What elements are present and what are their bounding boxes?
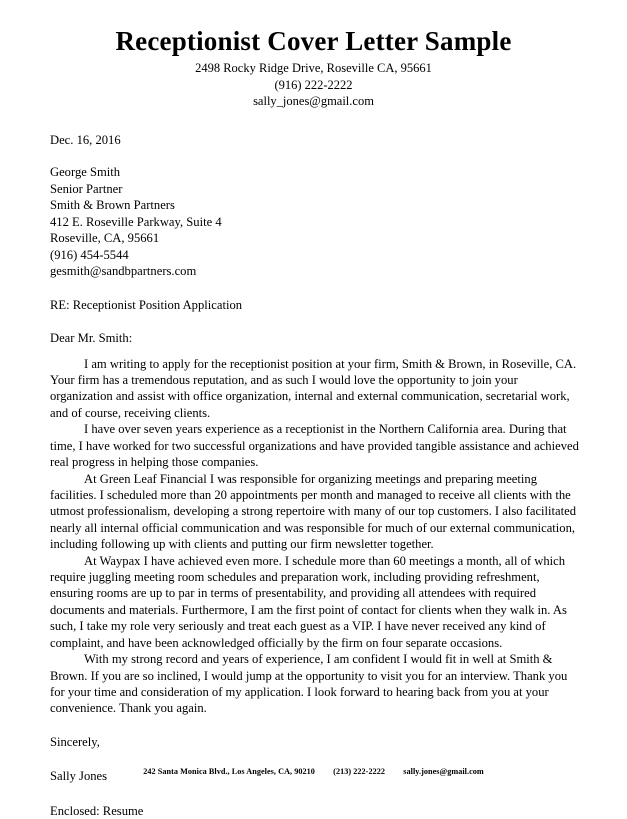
footer-address: 242 Santa Monica Blvd., Los Angeles, CA, 90210 — [143, 767, 315, 776]
recipient-job-title: Senior Partner — [50, 181, 123, 196]
body-paragraph: At Waypax I have achieved even more. I schedule more than 60 meetings a month, all of which require juggling meeting room schedules and preparation work, including providing refreshment, ensuring rooms are up to par in terms of presentability, and providing all attendees with required documents and materials. Furthermore, I am the first point of contact for clients when they walk in. As such, I take my role very seriously and treat each guest as a VIP. I have never received any kind of complaint, and have been acknowledged officially by the firm on four separate occasions. — [50, 553, 567, 650]
body-paragraphs — [50, 356, 581, 717]
letter-date: Dec. 16, 2016 — [50, 133, 121, 148]
recipient-company: Smith & Brown Partners — [50, 198, 175, 213]
page-title: Receptionist Cover Letter Sample — [115, 26, 512, 56]
salutation: Dear Mr. Smith: — [50, 331, 133, 346]
body-paragraph: With my strong record and years of experience, I am confident I would fit in well at Smith & Brown. If you are so inclined, I would jump at the opportunity to visit you for an interview. Thank you for your time and consideration of my application. I look forward to hearing back from you at your convenience. Thank you again. — [50, 652, 568, 716]
body-paragraph: I am writing to apply for the receptionist position at your firm, Smith & Brown, in Roseville, CA. Your firm has a tremendous reputation, and as such I would love the opportunity to join your organization and assist with office organization, internal and external communication, secretarial work, and of course, receiving clients. — [50, 356, 577, 420]
body-paragraph: At Green Leaf Financial I was responsible for organizing meetings and preparing meeting facilities. I scheduled more than 20 appointments per month and managed to receive all clients with the utmost professionalism, developing a strong repertoire with many of our top customers. I also facilitated nearly all internal official communication and was responsible for much of our external communication, including following up with clients and putting our firm newsletter together. — [50, 471, 577, 552]
letterhead-address: 2498 Rocky Ridge Drive, Roseville CA, 95661 — [195, 61, 432, 76]
recipient-city-state: Roseville, CA, 95661 — [50, 231, 160, 246]
enclosure-note: Enclosed: Resume — [50, 803, 144, 818]
letterhead — [0, 0, 627, 110]
letterhead-email: sally_jones@gmail.com — [253, 94, 374, 109]
page-footer — [0, 761, 627, 779]
sign-off: Sincerely, — [50, 734, 100, 749]
recipient-address-block — [50, 164, 581, 279]
recipient-phone: (916) 454-5544 — [50, 247, 129, 262]
footer-email: sally.jones@gmail.com — [403, 767, 484, 776]
letter-body — [50, 132, 581, 819]
recipient-street: 412 E. Roseville Parkway, Suite 4 — [50, 214, 222, 229]
recipient-email: gesmith@sandbpartners.com — [50, 264, 197, 279]
recipient-name: George Smith — [50, 165, 121, 180]
subject-line: RE: Receptionist Position Application — [50, 297, 243, 312]
body-paragraph: I have over seven years experience as a receptionist in the Northern California area. During that time, I have worked for two successful organizations and have provided tangible assistance and achieved real progress in helping those companies. — [50, 422, 579, 470]
letterhead-phone: (916) 222-2222 — [274, 77, 353, 92]
signer-name: Sally Jones — [50, 769, 108, 784]
footer-phone: (213) 222-2222 — [333, 767, 386, 776]
